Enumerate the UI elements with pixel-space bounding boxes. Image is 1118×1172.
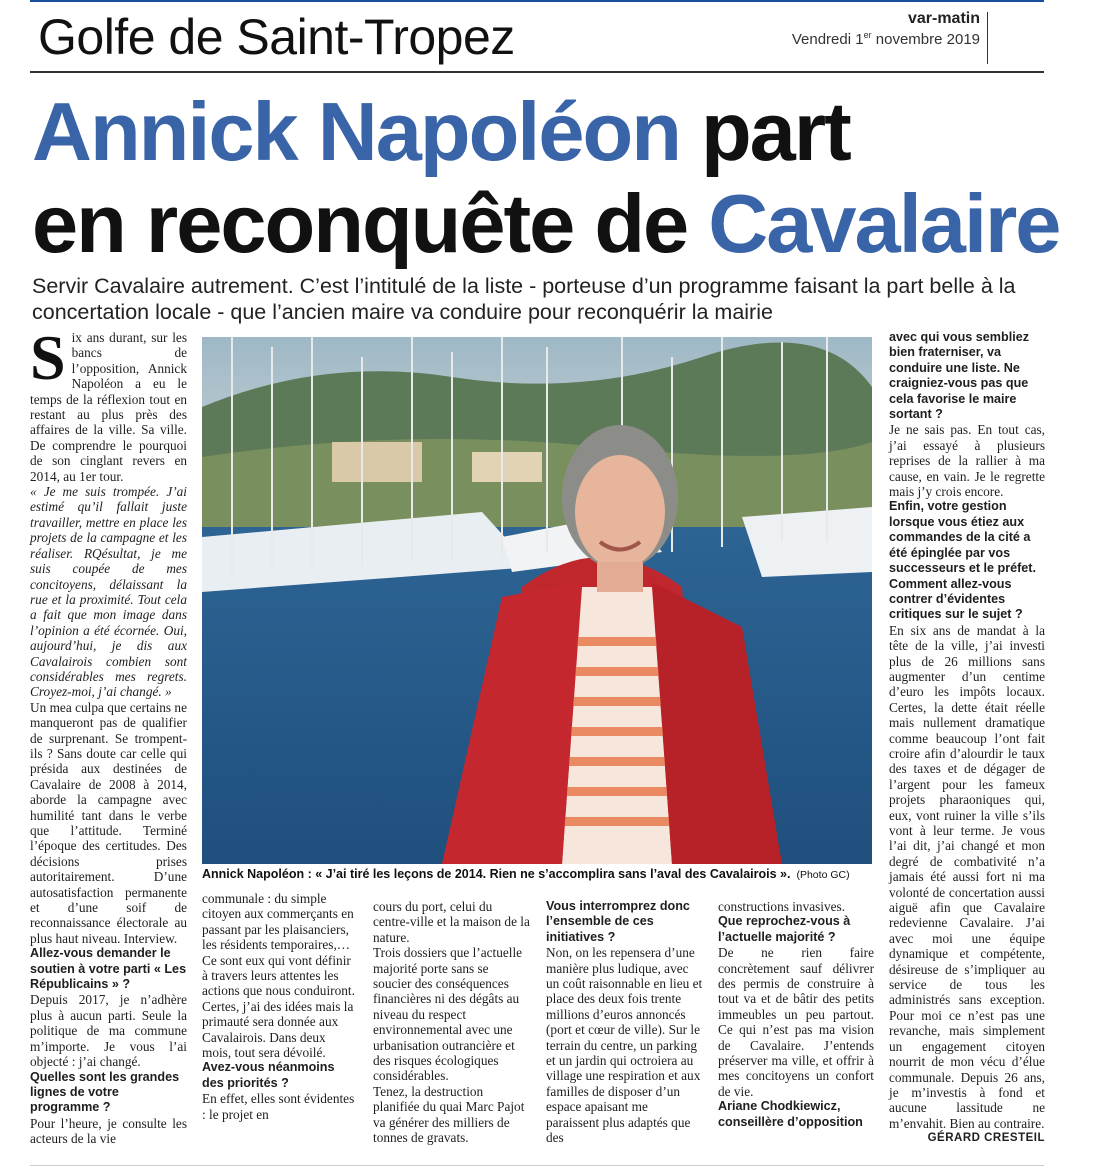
headline: Annick Napoléon part en reconquête de Cavalaire [32, 85, 1060, 270]
candidate-quote: « Je me suis trompée. J’ai estimé qu’il fallait juste travailler, mettre en place les projets de la campagne et les réaliser. RQésultat, je me suis coupée de mes concitoyens, délaissant la rue et la proximité. Tout cela a fait que mon image dans l’opinion a été écornée. Oui, aujourd’hui, je dis aux Cavalairois combien sont considérables mes regrets. Croyez-moi, j’ai changé. » [30, 484, 187, 700]
author-byline: GÉRARD CRESTEIL [927, 1132, 1045, 1145]
paragraph-dossiers: Trois dossiers que l’actuelle majorité porte sans se soucier des conséquences financières ni des dégâts au niveau du respect environnemental avec une urbanisation outrancière et des risques écologiques considérables. [373, 945, 523, 1084]
photo-caption: Annick Napoléon : « J’ai tiré les leçons de 2014. Rien ne s’accomplira sans l’aval des Cavalairois ». (Photo GC) [202, 867, 850, 881]
harbor-portrait-image [202, 337, 872, 864]
intro-paragraph: Six ans durant, sur les bancs de l’opposition, Annick Napoléon a eu le temps de la réflexion tout en restant au plus près des affaires de la ville. Sa ville. De comprendre le pourquoi de son cinglant revers en 2014, au 1er tour. [30, 322, 187, 484]
answer-3: En effet, elles sont évidentes : le projet en [202, 1091, 355, 1122]
answer-4: Non, on les repensera d’une manière plus ludique, avec un coût raisonnable en lieu et place des deux fois trente millions d’euros annoncés (port et cœur de ville). Sur le terrain du centre, un parking et un jardin qui octroiera au village une respiration et aux familles de disposer d’un espace apaisant me paraissent plus adaptés que des [546, 945, 703, 1146]
answer-3-continued: cours du port, celui du centre-ville et la maison de la nature. [373, 899, 530, 945]
answer-1: Depuis 2017, je n’adhère plus à aucun parti. Seule la politique de ma commune m’importe. Je vous l’ai objecté : j’ai changé. [30, 992, 187, 1070]
section-title: Golfe de Saint-Tropez [38, 9, 515, 65]
header-divider [987, 12, 988, 64]
question-6-continued: avec qui vous sembliez bien fraterniser, va conduire une liste. Ne craigniez-vous pas que cela favorise le maire sortant ? [889, 330, 1029, 422]
paragraph-quai: Tenez, la destruction planifiée du quai Marc Pajot va générer des milliers de tonnes de gravats. [373, 1083, 525, 1146]
drop-cap: S [30, 322, 66, 393]
issue-date: Vendredi 1er novembre 2019 [791, 30, 980, 48]
question-5: Que reprochez-vous à l’actuelle majorité ? [718, 914, 851, 944]
bottom-rule [30, 1165, 1044, 1166]
column-6 [889, 330, 1045, 1147]
answer-4-continued: constructions invasives. [718, 899, 846, 914]
question-3: Avez-vous néanmoins des priorités ? [202, 1060, 335, 1090]
header-rule [30, 71, 1044, 73]
question-2: Quelles sont les grandes lignes de votre programme ? [30, 1069, 180, 1115]
answer-2-continued: communale : du simple citoyen aux commerçants en passant par les plaisanciers, les résidents temporaires,… Ce sont eux qui vont définir à travers leurs attentes les actions que nous conduiront. Certes, j’ai des idées mais la primauté sera donnée aux Cavalairois. Dans deux mois, tout sera dévoilé. [202, 891, 355, 1061]
masthead [792, 10, 980, 48]
photo-credit: (Photo GC) [796, 869, 850, 881]
signature: Ariane Chodkiewicz, conseillère d’opposition [718, 1099, 863, 1129]
answer-5: De ne rien faire concrètement sauf délivrer des permis de construire à tout va et de bâtir des petits immeubles un peu partout. Ce qui n’est pas ma vision de Cavalaire. J’entends préserver ma ville, et offrir à mes concitoyens un confort de vie. [718, 945, 874, 1099]
body-paragraph: Un mea culpa que certains ne manqueront pas de qualifier de surprenant. Se trompent-ils ? Sans doute car celle qui présida aux destinées de Cavalaire de 2008 à 2014, aborde la campagne avec humilité tant dans le verbe que l’attitude. Terminé l’époque des certitudes. Des décisions prises autoritairement. D’une autosatisfaction permanente et d’une soif de reconnaissance électorale au plus haut niveau. Interview. [30, 699, 187, 946]
standfirst: Servir Cavalaire autrement. C’est l’intitulé de la liste - porteuse d’un programme faisant la part belle à la concertation locale - que l’ancien maire va conduire pour reconquérir la mairie [32, 274, 1016, 324]
answer-6: Je ne sais pas. En tout cas, j’ai essayé à plusieurs reprises de la rallier à ma cause, en vain. Je le regrette mais j’y crois encore. [889, 422, 1045, 500]
top-rule [30, 0, 1044, 2]
answer-2: Pour l’heure, je consulte les acteurs de la vie [30, 1115, 187, 1147]
column-5 [718, 899, 874, 1130]
brand-name: var-matin [907, 10, 980, 27]
question-4: Vous interromprez donc l’ensemble de ces initiatives ? [546, 899, 690, 944]
column-1 [30, 322, 187, 1147]
answer-7: En six ans de mandat à la tête de la ville, j’ai investi plus de 26 millions sans augmenter d’un centime d’euro les impôts locaux. Certes, la dette était réelle mais nullement dramatique comme beaucoup l’ont fait croire afin d’alourdir le taux des taxes et de dégager de l’argent pour les fameux projets pharaoniques qui, eux, vont ruiner la ville s’ils vont à leur terme. Je vous l’ai dit, j’ai changé et mon degré de combativité n’a jamais été aussi fort ni ma volonté de concertation aussi aiguë afin que Cavalaire redevienne Cavalaire. J’ai avec moi une équipe dynamique et compétente, désireuse de s’impliquer au service de tous les administrés sans exception. Pour moi ce n’est pas une revanche, mais simplement un engagement citoyen nourrit de mon vécu d’élue communale. Depuis 26 ans, je m’investis à fond et aucune lassitude ne m’envahit. Bien au contraire. [889, 622, 1045, 1131]
question-7: Enfin, votre gestion lorsque vous étiez aux commandes de la cité a été épinglée par vos successeurs et le préfet. Comment allez-vous contrer d’évidentes critiques sur le sujet ? [889, 499, 1037, 622]
photo-annick-napoleon [202, 337, 872, 864]
column-4 [546, 899, 704, 1146]
column-3 [373, 899, 530, 1146]
question-1: Allez-vous demander le soutien à votre parti « Les Républicains » ? [30, 946, 187, 992]
column-2 [202, 891, 357, 1122]
